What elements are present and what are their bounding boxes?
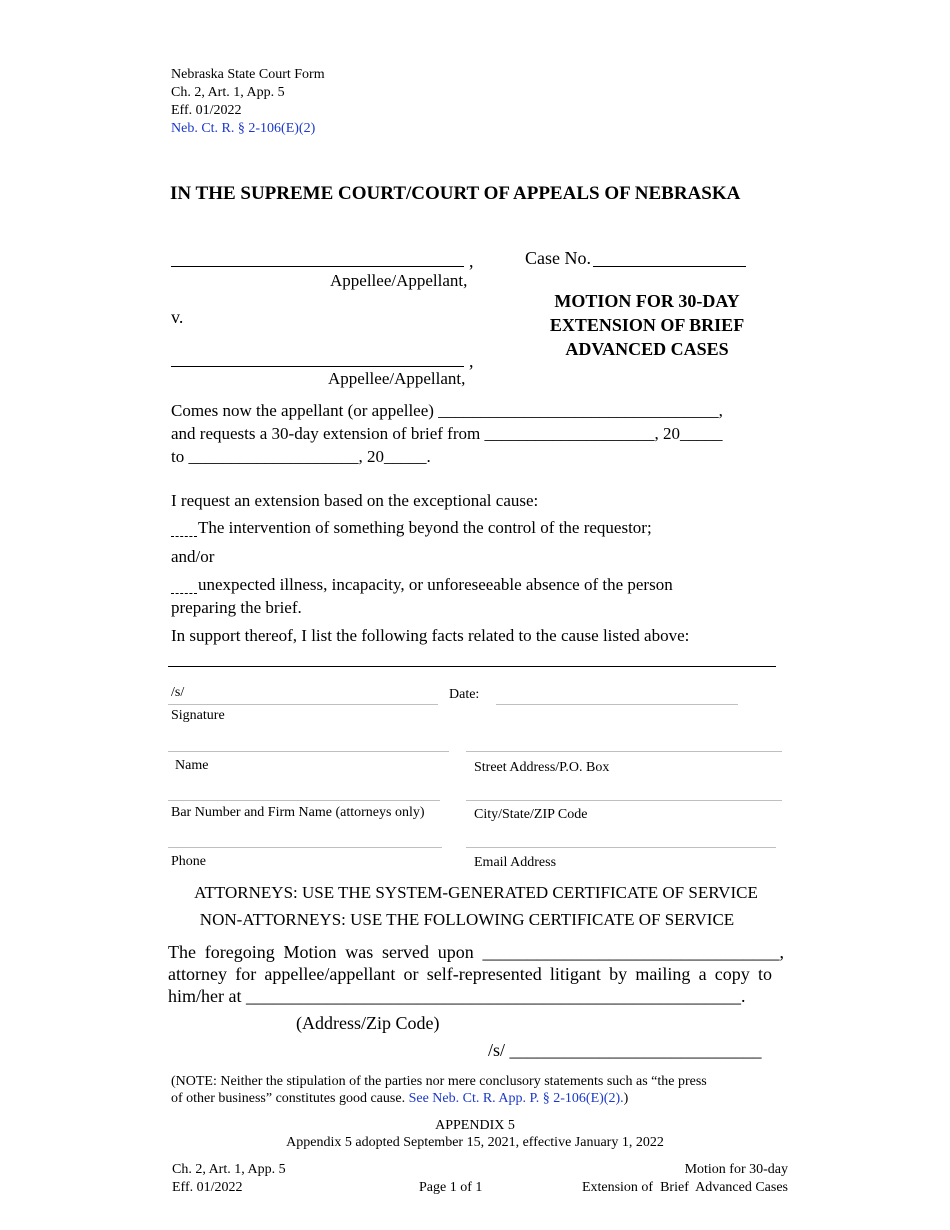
form-effective-date: Eff. 01/2022 [171,103,242,118]
name-label: Name [175,758,209,773]
service-signature-line[interactable]: /s/ ____________________________ [488,1040,762,1060]
signature-s-mark: /s/ [171,685,185,700]
support-facts-intro: In support thereof, I list the following facts related to the cause listed above: [171,626,690,645]
service-line-3: him/her at _______________________________________________________. [168,986,746,1006]
party-1-label: Appellee/Appellant, [330,271,468,290]
cause-2-checkbox[interactable] [171,579,197,594]
footer-form-title-2: Extension of Brief Advanced Cases [581,1180,788,1195]
and-or-label: and/or [171,547,215,566]
party-2-field[interactable] [171,366,464,367]
case-number-field[interactable] [593,266,746,267]
cause-1-checkbox[interactable] [171,522,197,537]
note-close-paren: ) [623,1091,629,1106]
date-label: Date: [449,687,480,702]
name-field[interactable] [168,751,449,752]
non-attorneys-certificate-heading: NON-ATTORNEYS: USE THE FOLLOWING CERTIFICATE OF SERVICE [199,910,735,929]
address-zip-label: (Address/Zip Code) [296,1013,440,1033]
date-field[interactable] [496,704,738,705]
city-state-zip-label: City/State/ZIP Code [474,807,588,822]
party-2-label: Appellee/Appellant, [328,369,466,388]
phone-field[interactable] [168,847,442,848]
party-2-comma: , [469,351,474,371]
email-address-label: Email Address [474,855,557,870]
service-line-1: The foregoing Motion was served upon _________________________________, [168,942,784,962]
note-line-2-text: of other business” constitutes good cause. [171,1091,409,1106]
case-number-label: Case No. [525,248,591,268]
phone-label: Phone [171,854,206,869]
footer-effective-date: Eff. 01/2022 [172,1180,243,1195]
causes-intro: I request an extension based on the exceptional cause: [171,491,539,510]
request-line-3: to ____________________, 20_____. [171,447,431,466]
court-title: IN THE SUPREME COURT/COURT OF APPEALS OF NEBRASKA [170,183,741,204]
motion-title-line-3: ADVANCED CASES [565,339,729,359]
party-1-comma: , [469,251,474,271]
appendix-title: APPENDIX 5 [435,1118,515,1133]
cause-1-text: The intervention of something beyond the control of the requestor; [198,518,652,537]
versus-label: v. [171,307,184,327]
appendix-adopted-note: Appendix 5 adopted September 15, 2021, effective January 1, 2022 [286,1135,664,1150]
court-rule-link[interactable]: Neb. Ct. R. § 2-106(E)(2) [171,121,316,136]
signature-label: Signature [171,708,225,723]
note-rule-link[interactable]: See Neb. Ct. R. App. P. § 2-106(E)(2). [408,1091,624,1106]
support-facts-field[interactable] [168,666,776,667]
motion-title-line-1: MOTION FOR 30-DAY [554,291,740,311]
service-line-2: attorney for appellee/appellant or self-represented litigant by mailing a copy to [168,964,772,984]
request-line-2: and requests a 30-day extension of brief from ____________________, 20_____ [171,424,723,443]
motion-title-line-2: EXTENSION OF BRIEF [549,315,745,335]
request-line-1: Comes now the appellant (or appellee) _________________________________, [171,401,723,420]
email-field[interactable] [466,847,776,848]
form-source: Nebraska State Court Form [171,67,325,82]
city-state-zip-field[interactable] [466,800,782,801]
footer-chapter: Ch. 2, Art. 1, App. 5 [172,1162,286,1177]
bar-number-label: Bar Number and Firm Name (attorneys only) [171,805,425,820]
note-line-1: (NOTE: Neither the stipulation of the parties nor mere conclusory statements such as “the press [171,1074,707,1089]
street-field[interactable] [466,751,782,752]
note-line-2 [171,1090,628,1108]
footer-form-title-1: Motion for 30-day [684,1162,788,1177]
page-number: Page 1 of 1 [419,1180,483,1195]
cause-2-text: unexpected illness, incapacity, or unforeseeable absence of the person [198,575,673,594]
form-chapter: Ch. 2, Art. 1, App. 5 [171,85,285,100]
cause-2-text-continued: preparing the brief. [171,598,302,617]
bar-number-field[interactable] [168,800,440,801]
signature-field[interactable] [168,704,438,705]
attorneys-certificate-heading: ATTORNEYS: USE THE SYSTEM-GENERATED CERTIFICATE OF SERVICE [194,883,758,902]
party-1-field[interactable] [171,266,464,267]
street-address-label: Street Address/P.O. Box [474,760,610,775]
